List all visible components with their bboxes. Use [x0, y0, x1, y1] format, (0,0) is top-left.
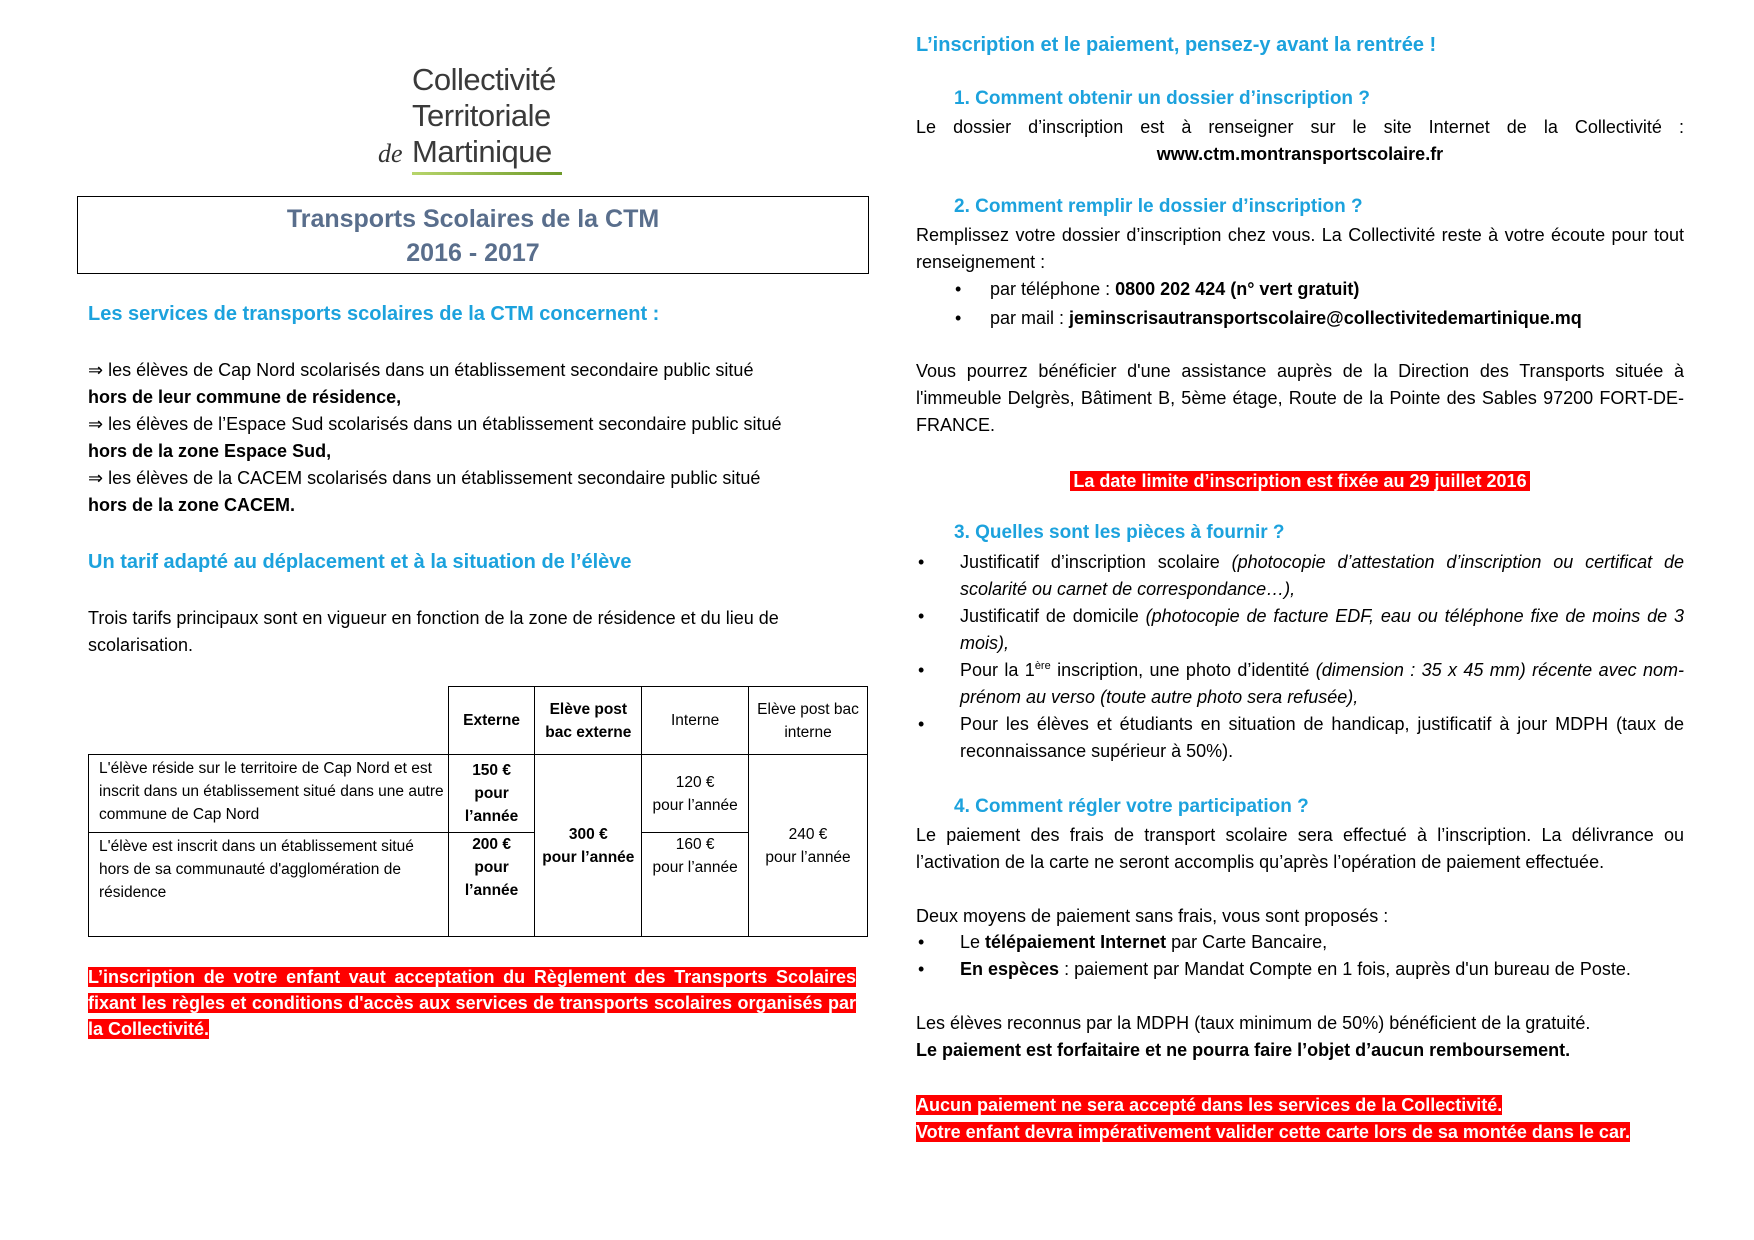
bullet-dot: •: [918, 606, 925, 626]
piece-photo: [960, 657, 1684, 711]
cell-r2-interne: [642, 833, 749, 937]
amount: 120 €: [675, 773, 715, 791]
header-postbac-interne: Elève post bac interne: [749, 687, 868, 755]
service-text: les élèves de l’Espace Sud scolarisés dans un établissement secondaire public situé: [103, 414, 782, 434]
title-line1: Transports Scolaires de la CTM: [286, 205, 660, 233]
contact-phone: [990, 276, 1359, 303]
arrow-icon: ⇒: [88, 360, 104, 380]
payment-bold: télépaiement Internet: [985, 932, 1167, 952]
bullet-dot: •: [955, 308, 962, 328]
logo-line2: Territoriale: [412, 98, 551, 133]
cell-r1-interne: [642, 755, 749, 833]
unit: pour l’année: [542, 848, 635, 866]
piece-detail: (dimension : 35 x 45 mm) récente avec nom-prénom au verso (toute autre photo sera refusée),: [960, 660, 1684, 707]
row-label-hors-agglo: L'élève est inscrit dans un établissement situé hors de sa communauté d'agglomération de résidence: [89, 833, 449, 937]
tarif-table: [88, 686, 868, 937]
mdph-free: Les élèves reconnus par la MDPH (taux minimum de 50%) bénéficient de la gratuité.: [916, 1013, 1591, 1033]
tarif-intro: Trois tarifs principaux sont en vigueur en fonction de la zone de résidence et du lieu de scolarisation.: [88, 608, 779, 655]
amount: 200 €: [472, 836, 511, 853]
logo-line1: Collectivité: [412, 62, 556, 97]
unit: pour l’année: [652, 859, 738, 876]
payment-cash: [960, 956, 1684, 983]
piece-domicile: [960, 603, 1684, 657]
payment-post: : paiement par Mandat Compte en 1 fois, auprès d'un bureau de Poste.: [1059, 959, 1631, 979]
forfait-note: Le paiement est forfaitaire et ne pourra faire l’objet d’aucun remboursement.: [916, 1040, 1571, 1060]
section1-url: www.ctm.montransportscolaire.fr: [1156, 144, 1444, 164]
piece-detail: (photocopie de facture EDF, eau ou téléphone fixe de moins de 3 mois),: [960, 606, 1684, 653]
section2-text: Remplissez votre dossier d’inscription chez vous. La Collectivité reste à votre écoute pour tout renseignement :: [916, 225, 1684, 272]
service-text: les élèves de Cap Nord scolarisés dans un établissement secondaire public situé: [103, 360, 754, 380]
section1-text: Le dossier d’inscription est à renseigner sur le site Internet de la Collectivité :: [916, 117, 1684, 137]
right-heading: L’inscription et le paiement, pensez-y avant la rentrée !: [916, 34, 1437, 56]
header-externe: Externe: [448, 687, 535, 755]
amount: 150 €: [472, 762, 511, 779]
cell-postbac-externe: [535, 755, 642, 937]
service-item-capnord: [88, 357, 856, 411]
service-bold: hors de la zone CACEM.: [88, 495, 296, 515]
service-item-cacem: [88, 465, 856, 519]
payment-pre: Le: [960, 932, 986, 952]
final-warning: [916, 1092, 1684, 1146]
service-bold: hors de la zone Espace Sud,: [88, 441, 332, 461]
bullet-dot: •: [918, 714, 925, 734]
mail-address: jeminscrisautransportscolaire@collectivitedemartinique.mq: [1069, 308, 1582, 328]
piece-main: Pour la 1: [960, 660, 1035, 680]
logo-line3: Martinique: [412, 134, 552, 169]
arrow-icon: ⇒: [88, 414, 104, 434]
arrow-icon: ⇒: [88, 468, 104, 488]
final-warning-text: Aucun paiement ne sera accepté dans les services de la Collectivité. Votre enfant devra impérativement valider cette carte lors de sa montée dans le car.: [916, 1095, 1630, 1142]
row-label-capnord: L'élève réside sur le territoire de Cap Nord et est inscrit dans un établissement situé dans une autre commune de Cap Nord: [89, 755, 449, 833]
logo-underline: [412, 172, 562, 175]
cell-r2-externe: [448, 833, 535, 937]
reglement-warning: [88, 964, 856, 1042]
bullet-dot: •: [918, 552, 925, 572]
unit: pour l’année: [765, 848, 851, 866]
deadline: [916, 468, 1684, 495]
title-box: [77, 196, 869, 274]
piece-inscription: [960, 549, 1684, 603]
assistance-text: Vous pourrez bénéficier d'une assistance auprès de la Direction des Transports située à l'immeuble Delgrès, Bâtiment B, 5ème étage, Route de la Pointe des Sables 97200 FORT-DE-FRANCE.: [916, 361, 1684, 435]
mail-label: par mail :: [990, 308, 1070, 328]
logo-de: de: [378, 139, 403, 168]
piece-main: Justificatif d’inscription scolaire: [960, 552, 1232, 572]
piece-mdph: Pour les élèves et étudiants en situation de handicap, justificatif à jour MDPH (taux de reconnaissance supérieur à 50%).: [960, 714, 1684, 761]
piece-main: Justificatif de domicile: [960, 606, 1146, 626]
unit: pour l’année: [464, 859, 519, 899]
logo: [378, 62, 588, 182]
service-bold: hors de leur commune de résidence,: [88, 387, 402, 407]
tarif-heading: Un tarif adapté au déplacement et à la situation de l’élève: [88, 551, 632, 573]
cell-r1-externe: [448, 755, 535, 833]
piece-main: inscription, une photo d’identité: [1050, 660, 1316, 680]
phone-number: 0800 202 424 (n° vert gratuit): [1115, 279, 1360, 299]
section3-title: 3. Quelles sont les pièces à fournir ?: [954, 522, 1285, 543]
section1-title: 1. Comment obtenir un dossier d’inscription ?: [954, 88, 1370, 109]
service-item-espacesud: [88, 411, 856, 465]
bullet-dot: •: [918, 660, 925, 680]
section4-title: 4. Comment régler votre participation ?: [954, 796, 1309, 817]
unit: pour l’année: [464, 785, 519, 825]
deadline-text: La date limite d’inscription est fixée au 29 juillet 2016: [1070, 471, 1529, 491]
phone-label: par téléphone :: [990, 279, 1116, 299]
reglement-warning-text: L’inscription de votre enfant vaut acceptation du Règlement des Transports Scolaires fixant les règles et conditions d'accès aux services de transports scolaires organisés par la Collectivité.: [88, 967, 856, 1039]
superscript: ère: [1034, 660, 1051, 672]
header-interne: Interne: [642, 687, 749, 755]
amount: 240 €: [788, 825, 828, 843]
section2-title: 2. Comment remplir le dossier d’inscription ?: [954, 196, 1363, 217]
payment-online: [960, 929, 1327, 956]
contact-mail: [990, 305, 1582, 332]
services-list: [88, 357, 856, 519]
payment-post: par Carte Bancaire,: [1166, 932, 1328, 952]
bullet-dot: •: [918, 959, 925, 979]
unit: pour l’année: [652, 796, 738, 814]
services-heading: Les services de transports scolaires de la CTM concernent :: [88, 303, 660, 325]
header-postbac-externe: Elève post bac externe: [535, 687, 642, 755]
payment-means: Deux moyens de paiement sans frais, vous sont proposés :: [916, 906, 1389, 926]
payment-bold: En espèces: [960, 959, 1060, 979]
service-text: les élèves de la CACEM scolarisés dans un établissement secondaire public situé: [103, 468, 761, 488]
bullet-dot: •: [918, 932, 925, 952]
amount: 160 €: [675, 836, 715, 853]
amount: 300 €: [568, 825, 608, 843]
table-corner: [89, 687, 449, 755]
section4-text: Le paiement des frais de transport scolaire sera effectué à l’inscription. La délivrance ou l’activation de la carte ne seront accomplis qu’après l’opération de paiement effectuée.: [916, 825, 1684, 872]
cell-postbac-interne: [749, 755, 868, 937]
title-line2: 2016 - 2017: [406, 239, 540, 267]
piece-detail: (photocopie d’attestation d’inscription ou certificat de scolarité ou carnet de correspondance…),: [960, 552, 1684, 599]
bullet-dot: •: [955, 279, 962, 299]
